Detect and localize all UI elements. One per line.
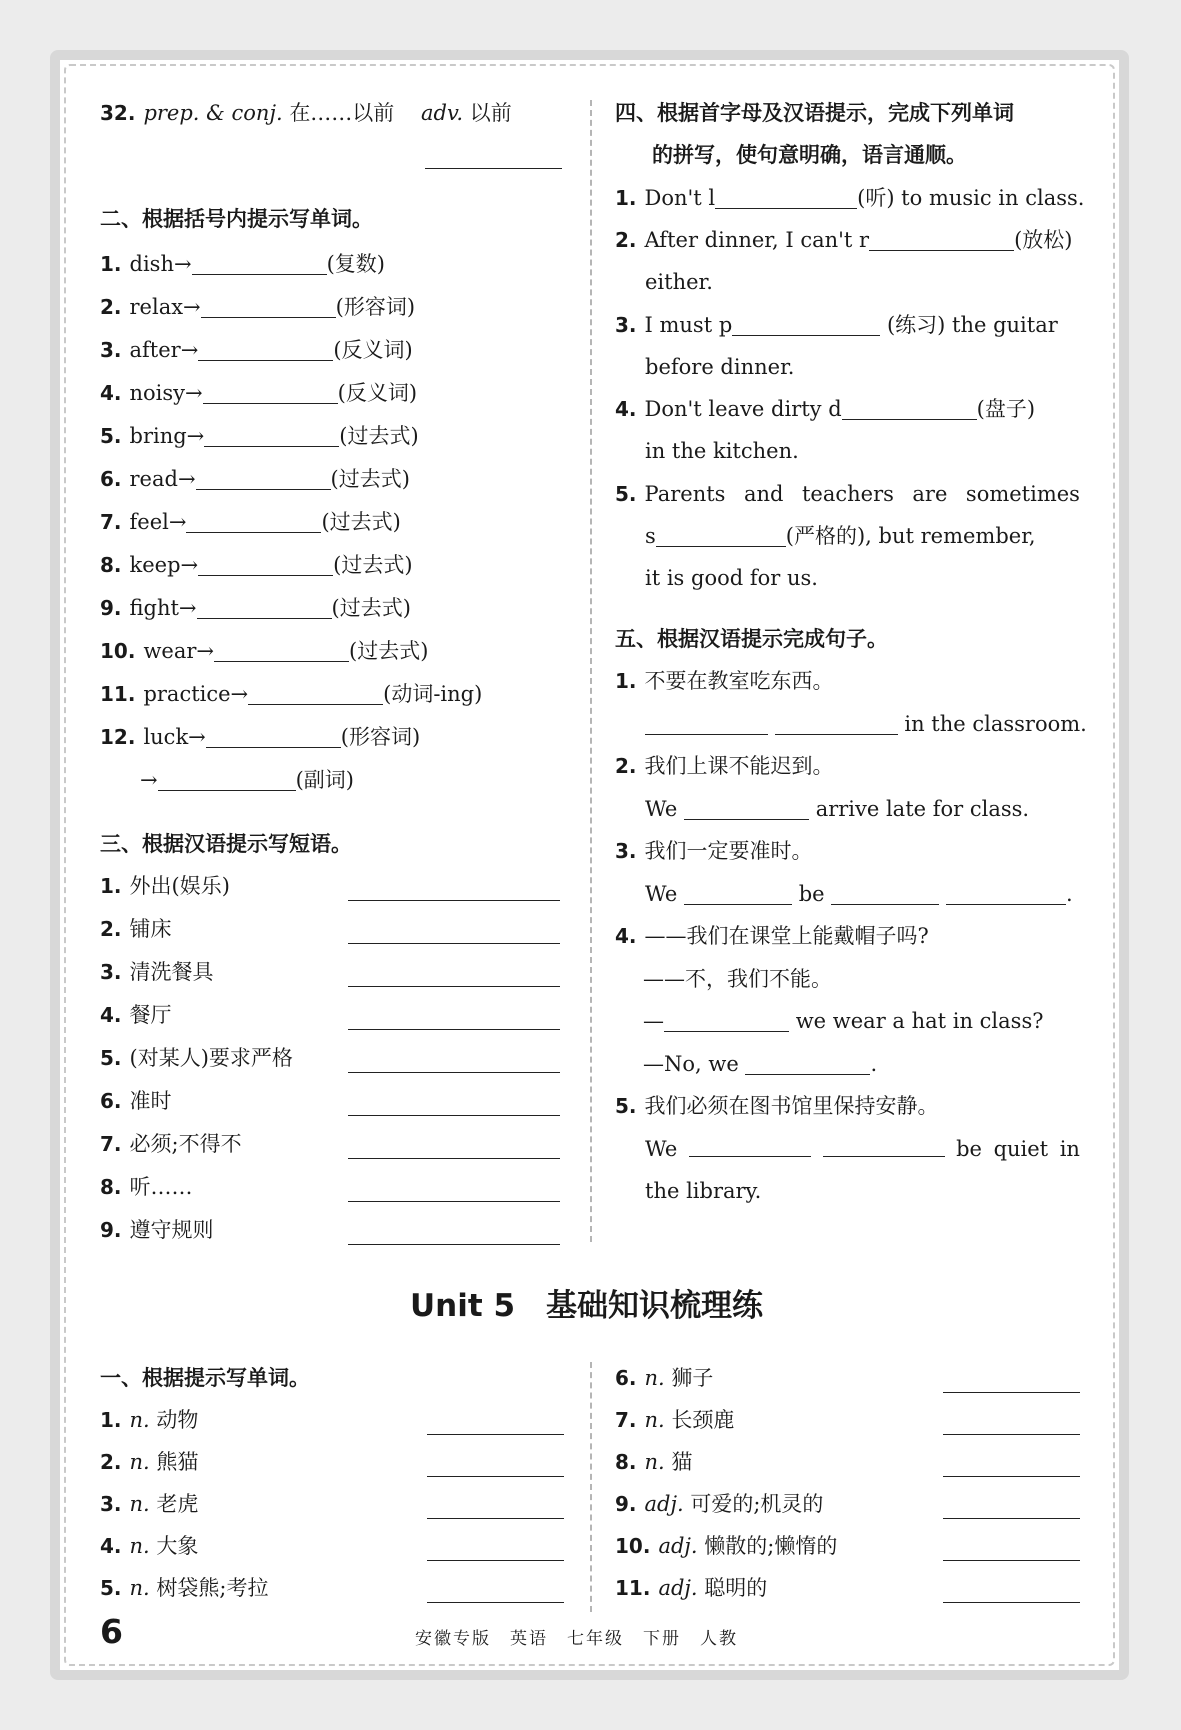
- item-number: 32.: [100, 101, 136, 125]
- part-of-speech: n.: [129, 1576, 150, 1600]
- sec5-question-3: [615, 836, 813, 866]
- answer-blank[interactable]: [204, 424, 339, 447]
- section-2-item: [100, 679, 482, 709]
- part-of-speech: n.: [644, 1408, 665, 1432]
- section-2-item: [100, 335, 413, 365]
- base-word: fight→: [129, 596, 197, 620]
- sentence-part: Don't l: [644, 186, 716, 210]
- item-number: 9.: [100, 1218, 122, 1242]
- sentence-part: We: [645, 797, 678, 821]
- answer-blank[interactable]: [831, 882, 939, 905]
- sentence-part: are: [912, 482, 948, 506]
- definition: 老虎: [156, 1492, 199, 1516]
- sec5-question-4: [615, 921, 929, 951]
- base-word: read→: [129, 467, 196, 491]
- hint: (反义词): [337, 381, 418, 405]
- answer-blank[interactable]: [943, 1434, 1080, 1435]
- answer-blank[interactable]: [943, 1518, 1080, 1519]
- item-number: 1.: [100, 874, 122, 898]
- hint: (过去式): [331, 596, 411, 620]
- answer-blank[interactable]: [198, 553, 333, 576]
- definition: 可爱的;机灵的: [690, 1492, 824, 1516]
- chinese-prompt: 我们必须在图书馆里保持安静。: [644, 1094, 939, 1118]
- definition: 以前: [469, 101, 512, 125]
- item-number: 4.: [100, 1003, 122, 1027]
- sentence-part: (练习) the guitar: [886, 313, 1058, 337]
- item-number: 1.: [100, 1408, 122, 1432]
- chinese-phrase: 餐厅: [129, 1003, 172, 1027]
- base-word: dish→: [129, 252, 192, 276]
- base-word: feel→: [129, 510, 187, 534]
- sec5-question-2-answer: [645, 794, 1029, 824]
- sentence-part: we wear a hat in class?: [795, 1009, 1044, 1033]
- section-3-item: [100, 1129, 242, 1159]
- answer-blank[interactable]: [206, 725, 341, 748]
- answer-blank[interactable]: [203, 381, 338, 404]
- item-number: 2.: [100, 295, 122, 319]
- hint: (形容词): [335, 295, 416, 319]
- hint: (过去式): [330, 467, 410, 491]
- answer-blank[interactable]: [248, 682, 383, 705]
- section-3-item: [100, 1043, 293, 1073]
- answer-blank[interactable]: [197, 596, 332, 619]
- base-word: luck→: [143, 725, 206, 749]
- answer-blank[interactable]: [427, 1476, 564, 1477]
- part-of-speech: n.: [129, 1408, 150, 1432]
- unit-title: Unit 5 基础知识梳理练: [410, 1288, 764, 1324]
- part-of-speech: adj.: [658, 1576, 698, 1600]
- item-number: 6.: [100, 467, 122, 491]
- item-number: 11.: [100, 682, 136, 706]
- sentence-part: either.: [645, 270, 713, 294]
- hint: (反义词): [333, 338, 413, 362]
- answer-blank[interactable]: [427, 1560, 564, 1561]
- hint: (过去式): [339, 424, 419, 448]
- sentence-part: before dinner.: [645, 355, 795, 379]
- answer-blank[interactable]: [192, 252, 327, 275]
- item-number: 10.: [615, 1534, 651, 1558]
- hint: (动词-ing): [383, 682, 483, 706]
- vocab-item: [615, 1447, 692, 1477]
- sentence-part: it is good for us.: [645, 566, 818, 590]
- sentence-part: .: [1065, 882, 1073, 906]
- answer-blank[interactable]: [943, 1476, 1080, 1477]
- base-word: noisy→: [129, 381, 203, 405]
- sec5-question-4-answer-a: [643, 1006, 1043, 1036]
- part-of-speech: n.: [129, 1450, 150, 1474]
- item-number: 1.: [615, 669, 637, 693]
- sentence-part: (严格的), but remember,: [785, 524, 1036, 548]
- section-3-item: [100, 914, 172, 944]
- section-4-heading-cont: 的拼写，使句意明确，语言通顺。: [652, 143, 967, 167]
- answer-blank[interactable]: [427, 1518, 564, 1519]
- answer-blank[interactable]: [684, 882, 792, 905]
- item-number: 2.: [615, 228, 637, 252]
- base-word: practice→: [143, 682, 249, 706]
- answer-blank[interactable]: [198, 338, 333, 361]
- answer-blank[interactable]: [425, 168, 562, 169]
- part-of-speech: adj.: [658, 1534, 698, 1558]
- item-number: 11.: [615, 1576, 651, 1600]
- item-number: 3.: [615, 839, 637, 863]
- answer-blank[interactable]: [775, 712, 898, 735]
- item-32: [100, 98, 512, 128]
- answer-blank[interactable]: [348, 943, 560, 944]
- answer-blank[interactable]: [732, 313, 880, 336]
- answer-blank[interactable]: [196, 467, 331, 490]
- answer-blank[interactable]: [348, 986, 560, 987]
- section-2-item: [100, 550, 413, 580]
- chinese-phrase: 准时: [129, 1089, 172, 1113]
- chinese-phrase: 清洗餐具: [129, 960, 214, 984]
- section-3-item: [100, 1000, 172, 1030]
- sec4-question-4: [615, 394, 1035, 424]
- answer-blank[interactable]: [348, 1244, 560, 1245]
- base-word: bring→: [129, 424, 205, 448]
- answer-blank[interactable]: [348, 900, 560, 901]
- sentence-part: (听) to music in class.: [857, 186, 1085, 210]
- item-number: 4.: [615, 924, 637, 948]
- definition: 狮子: [671, 1366, 714, 1390]
- section-3-item: [100, 1215, 214, 1245]
- answer-blank[interactable]: [943, 1602, 1080, 1603]
- definition: 在……以前: [289, 101, 395, 125]
- item-number: 1.: [100, 252, 122, 276]
- section-2-heading: 二、根据括号内提示写单词。: [100, 207, 373, 231]
- definition: 聪明的: [704, 1576, 768, 1600]
- part-of-speech: n.: [644, 1366, 665, 1390]
- vocab-item: [100, 1573, 268, 1603]
- chinese-prompt: 我们一定要准时。: [644, 839, 813, 863]
- vocab-item: [615, 1531, 837, 1561]
- unit5-section-1-heading: 一、根据提示写单词。: [100, 1366, 310, 1390]
- definition: 长颈鹿: [671, 1408, 735, 1432]
- item-number: 3.: [100, 1492, 122, 1516]
- answer-blank[interactable]: [656, 524, 786, 547]
- item-number: 8.: [100, 1175, 122, 1199]
- sec4-question-3: [615, 310, 1058, 340]
- definition: 猫: [671, 1450, 693, 1474]
- hint: (过去式): [349, 639, 429, 663]
- column-divider: [590, 100, 592, 1242]
- sec5-question-1: [615, 666, 834, 696]
- answer-blank[interactable]: [943, 1392, 1080, 1393]
- arrow: →: [140, 768, 158, 792]
- answer-blank[interactable]: [842, 397, 977, 420]
- item-number: 3.: [100, 338, 122, 362]
- sec5-question-5: [615, 1091, 939, 1121]
- sentence-part: be: [956, 1137, 982, 1161]
- sec5-question-5-answer: [645, 1134, 1080, 1164]
- part-of-speech: adj.: [644, 1492, 684, 1516]
- answer-blank[interactable]: [684, 797, 809, 820]
- vocab-item: [615, 1573, 767, 1603]
- item-number: 5.: [615, 1094, 637, 1118]
- sec4-question-5-cont: [645, 521, 1036, 551]
- answer-blank[interactable]: [348, 1029, 560, 1030]
- answer-blank[interactable]: [186, 510, 321, 533]
- hint: (复数): [326, 252, 385, 276]
- item-12-extra: [140, 765, 354, 795]
- section-2-item: [100, 421, 419, 451]
- sentence-part: Parents: [644, 482, 726, 506]
- sentence-part: in: [1059, 1137, 1080, 1161]
- item-number: 10.: [100, 639, 136, 663]
- footer-text: 安徽专版 英语 七年级 下册 人教: [415, 1629, 738, 1649]
- section-3-item: [100, 1086, 172, 1116]
- answer-blank[interactable]: [427, 1602, 564, 1603]
- item-number: 9.: [100, 596, 122, 620]
- section-3-heading: 三、根据汉语提示写短语。: [100, 832, 352, 856]
- sec5-question-2: [615, 751, 834, 781]
- answer-blank[interactable]: [158, 768, 296, 791]
- sentence-part: Don't leave dirty d: [644, 397, 842, 421]
- sentence-part: (盘子): [976, 397, 1036, 421]
- hint: (过去式): [333, 553, 413, 577]
- answer-blank[interactable]: [869, 228, 1014, 251]
- answer-blank[interactable]: [946, 882, 1066, 905]
- item-number: 8.: [100, 553, 122, 577]
- hint: (形容词): [340, 725, 421, 749]
- section-2-item: [100, 464, 410, 494]
- definition: 树袋熊;考拉: [156, 1576, 269, 1600]
- chinese-prompt: ——不，我们不能。: [643, 967, 832, 991]
- section-2-item: [100, 249, 385, 279]
- chinese-phrase: 遵守规则: [129, 1218, 214, 1242]
- answer-blank[interactable]: [348, 1115, 560, 1116]
- answer-blank[interactable]: [348, 1158, 560, 1159]
- chinese-phrase: 铺床: [129, 917, 172, 941]
- answer-blank[interactable]: [715, 186, 857, 209]
- item-number: 1.: [615, 186, 637, 210]
- chinese-phrase: 听……: [129, 1175, 193, 1199]
- item-number: 7.: [615, 1408, 637, 1432]
- answer-blank[interactable]: [214, 639, 349, 662]
- part-of-speech: n.: [129, 1534, 150, 1558]
- item-number: 5.: [100, 1576, 122, 1600]
- chinese-phrase: 外出(娱乐): [129, 874, 230, 898]
- sentence-part: in the classroom.: [904, 712, 1087, 736]
- sentence-part: We: [645, 1137, 678, 1161]
- column-divider-bottom: [590, 1362, 592, 1612]
- chinese-prompt: 我们上课不能迟到。: [644, 754, 834, 778]
- vocab-item: [100, 1531, 198, 1561]
- vocab-item: [615, 1405, 734, 1435]
- item-number: 7.: [100, 1132, 122, 1156]
- section-2-item: [100, 507, 401, 537]
- section-3-item: [100, 871, 230, 901]
- definition: 动物: [156, 1408, 199, 1432]
- sentence-part: We: [645, 882, 678, 906]
- item-number: 8.: [615, 1450, 637, 1474]
- base-word: keep→: [129, 553, 199, 577]
- answer-blank[interactable]: [201, 295, 336, 318]
- sentence-part: I must p: [644, 313, 733, 337]
- item-number: 7.: [100, 510, 122, 534]
- base-word: wear→: [143, 639, 214, 663]
- sentence-part: arrive late for class.: [815, 797, 1030, 821]
- definition: 熊猫: [156, 1450, 199, 1474]
- item-number: 12.: [100, 725, 136, 749]
- chinese-phrase: 必须;不得不: [129, 1132, 242, 1156]
- sec4-question-5: [615, 479, 1080, 509]
- answer-blank[interactable]: [943, 1560, 1080, 1561]
- answer-blank[interactable]: [348, 1072, 560, 1073]
- item-number: 5.: [100, 1046, 122, 1070]
- section-3-item: [100, 957, 214, 987]
- item-number: 4.: [100, 381, 122, 405]
- hint: (过去式): [321, 510, 401, 534]
- chinese-prompt: 不要在教室吃东西。: [644, 669, 834, 693]
- sentence-part: s: [645, 524, 656, 548]
- sec5-question-4-answer-b: [643, 1049, 877, 1079]
- sec4-question-2: [615, 225, 1072, 255]
- item-number: 4.: [615, 397, 637, 421]
- answer-blank[interactable]: [745, 1052, 870, 1075]
- part-of-speech: adv.: [421, 101, 464, 125]
- sentence-part: —: [643, 1009, 664, 1033]
- section-2-item: [100, 292, 415, 322]
- sentence-part: the library.: [645, 1179, 762, 1203]
- section-5-heading: 五、根据汉语提示完成句子。: [615, 627, 888, 651]
- answer-blank[interactable]: [823, 1134, 945, 1157]
- sentence-part: quiet: [993, 1137, 1049, 1161]
- answer-blank[interactable]: [427, 1434, 564, 1435]
- item-number: 5.: [100, 424, 122, 448]
- vocab-item: [100, 1405, 198, 1435]
- sentence-part: —No, we: [643, 1052, 739, 1076]
- section-4-heading: 四、根据首字母及汉语提示，完成下列单词: [615, 101, 1014, 125]
- sec4-question-1: [615, 183, 1084, 213]
- vocab-item: [615, 1489, 823, 1519]
- vocab-item: [100, 1489, 198, 1519]
- item-number: 2.: [100, 917, 122, 941]
- answer-blank[interactable]: [348, 1201, 560, 1202]
- item-number: 3.: [615, 313, 637, 337]
- definition: 懒散的;懒惰的: [704, 1534, 838, 1558]
- base-word: relax→: [129, 295, 201, 319]
- vocab-item: [100, 1447, 198, 1477]
- section-2-item: [100, 378, 417, 408]
- sentence-part: teachers: [801, 482, 894, 506]
- item-number: 3.: [100, 960, 122, 984]
- section-2-item: [100, 593, 411, 623]
- sec5-question-3-answer: [645, 879, 1073, 909]
- section-3-item: [100, 1172, 193, 1202]
- part-of-speech: n.: [644, 1450, 665, 1474]
- vocab-item: [615, 1363, 713, 1393]
- definition: 大象: [156, 1534, 199, 1558]
- part-of-speech: prep. & conj.: [143, 101, 283, 125]
- sec5-question-1-answer: [645, 709, 1087, 739]
- item-number: 9.: [615, 1492, 637, 1516]
- section-2-item: [100, 722, 420, 752]
- item-number: 6.: [100, 1089, 122, 1113]
- sentence-part: and: [743, 482, 784, 506]
- sentence-part: be: [798, 882, 825, 906]
- item-number: 2.: [615, 754, 637, 778]
- sentence-part: sometimes: [965, 482, 1080, 506]
- answer-blank[interactable]: [664, 1009, 789, 1032]
- section-2-item: [100, 636, 428, 666]
- chinese-phrase: (对某人)要求严格: [129, 1046, 293, 1070]
- answer-blank[interactable]: [645, 712, 768, 735]
- page-number: 6: [100, 1612, 123, 1651]
- sentence-part: (放松): [1014, 228, 1073, 252]
- part-of-speech: n.: [129, 1492, 150, 1516]
- item-number: 2.: [100, 1450, 122, 1474]
- sentence-part: in the kitchen.: [645, 439, 799, 463]
- answer-blank[interactable]: [689, 1134, 811, 1157]
- item-number: 5.: [615, 482, 637, 506]
- item-number: 6.: [615, 1366, 637, 1390]
- item-number: 4.: [100, 1534, 122, 1558]
- chinese-prompt: ——我们在课堂上能戴帽子吗?: [644, 924, 929, 948]
- sentence-part: After dinner, I can't r: [644, 228, 870, 252]
- hint: (副词): [295, 768, 354, 792]
- base-word: after→: [129, 338, 199, 362]
- sentence-part: .: [870, 1052, 878, 1076]
